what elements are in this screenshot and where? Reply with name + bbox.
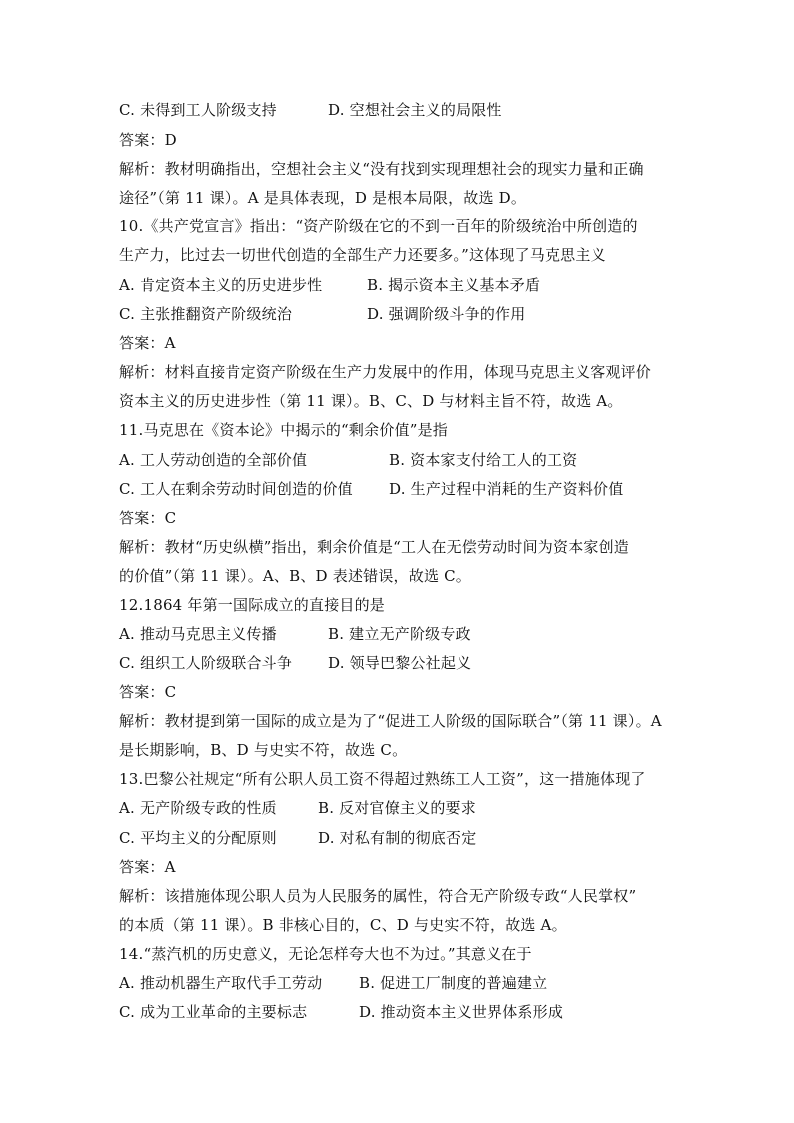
explanation-line: 资本主义的历史进步性（第 11 课）。B、C、D 与材料主旨不符，故选 A。 [119,392,623,410]
option-d: D. 强调阶级斗争的作用 [367,305,526,323]
option-b: B. 反对官僚主义的要求 [318,799,476,817]
answer-line: 答案：D [119,131,177,149]
option-a: A. 工人劳动创造的全部价值 [119,451,308,469]
option-d: D. 生产过程中消耗的生产资料价值 [389,480,624,498]
answer-line: 答案：C [119,683,177,701]
explanation-line: 的本质（第 11 课）。B 非核心目的，C、D 与史实不符，故选 A。 [119,916,567,934]
explanation-line: 途径”（第 11 课）。A 是具体表现，D 是根本局限，故选 D。 [119,189,527,207]
option-a: A. 推动机器生产取代手工劳动 [119,974,323,992]
option-a: A. 无产阶级专政的性质 [119,799,277,817]
answer-line: 答案：C [119,509,177,527]
option-b: B. 建立无产阶级专政 [328,625,471,643]
explanation-line: 解析：材料直接肯定资产阶级在生产力发展中的作用，体现马克思主义客观评价 [119,363,652,381]
question-10-stem: 生产力，比过去一切世代创造的全部生产力还要多。”这体现了马克思主义 [119,246,606,264]
option-d: D. 对私有制的彻底否定 [318,829,477,847]
question-11-stem: 11.马克思在《资本论》中揭示的“剩余价值”是指 [119,421,448,439]
answer-line: 答案：A [119,334,176,352]
explanation-line: 是长期影响，B、D 与史实不符，故选 C。 [119,741,408,759]
option-c: C. 成为工业革命的主要标志 [119,1003,308,1021]
option-b: B. 资本家支付给工人的工资 [389,451,578,469]
option-d: D. 领导巴黎公社起义 [328,654,472,672]
question-13-stem: 13.巴黎公社规定“所有公职人员工资不得超过熟练工人工资”，这一措施体现了 [119,770,646,788]
option-c: C. 未得到工人阶级支持 [119,101,277,119]
question-14-stem: 14.“蒸汽机的历史意义，无论怎样夸大也不为过。”其意义在于 [119,945,532,963]
option-b: B. 促进工厂制度的普遍建立 [359,974,548,992]
question-12-stem: 12.1864 年第一国际成立的直接目的是 [119,596,385,614]
option-b: B. 揭示资本主义基本矛盾 [367,276,541,294]
option-c: C. 主张推翻资产阶级统治 [119,305,293,323]
explanation-line: 解析：教材明确指出，空想社会主义“没有找到实现理想社会的现实力量和正确 [119,160,644,178]
option-c: C. 平均主义的分配原则 [119,829,277,847]
explanation-line: 解析：该措施体现公职人员为人民服务的属性，符合无产阶级专政“人民掌权” [119,887,637,905]
answer-line: 答案：A [119,858,176,876]
question-10-stem: 10.《共产党宣言》指出：“资产阶级在它的不到一百年的阶级统治中所创造的 [119,217,638,235]
option-d: D. 推动资本主义世界体系形成 [359,1003,564,1021]
option-a: A. 肯定资本主义的历史进步性 [119,276,323,294]
option-a: A. 推动马克思主义传播 [119,625,277,643]
explanation-line: 解析：教材“历史纵横”指出，剩余价值是“工人在无偿劳动时间为资本家创造 [119,538,630,556]
explanation-line: 的价值”（第 11 课）。A、B、D 表述错误，故选 C。 [119,567,471,585]
option-d: D. 空想社会主义的局限性 [328,101,502,119]
option-c: C. 组织工人阶级联合斗争 [119,654,293,672]
explanation-line: 解析：教材提到第一国际的成立是为了“促进工人阶级的国际联合”（第 11 课）。A [119,712,662,730]
option-c: C. 工人在剩余劳动时间创造的价值 [119,480,353,498]
